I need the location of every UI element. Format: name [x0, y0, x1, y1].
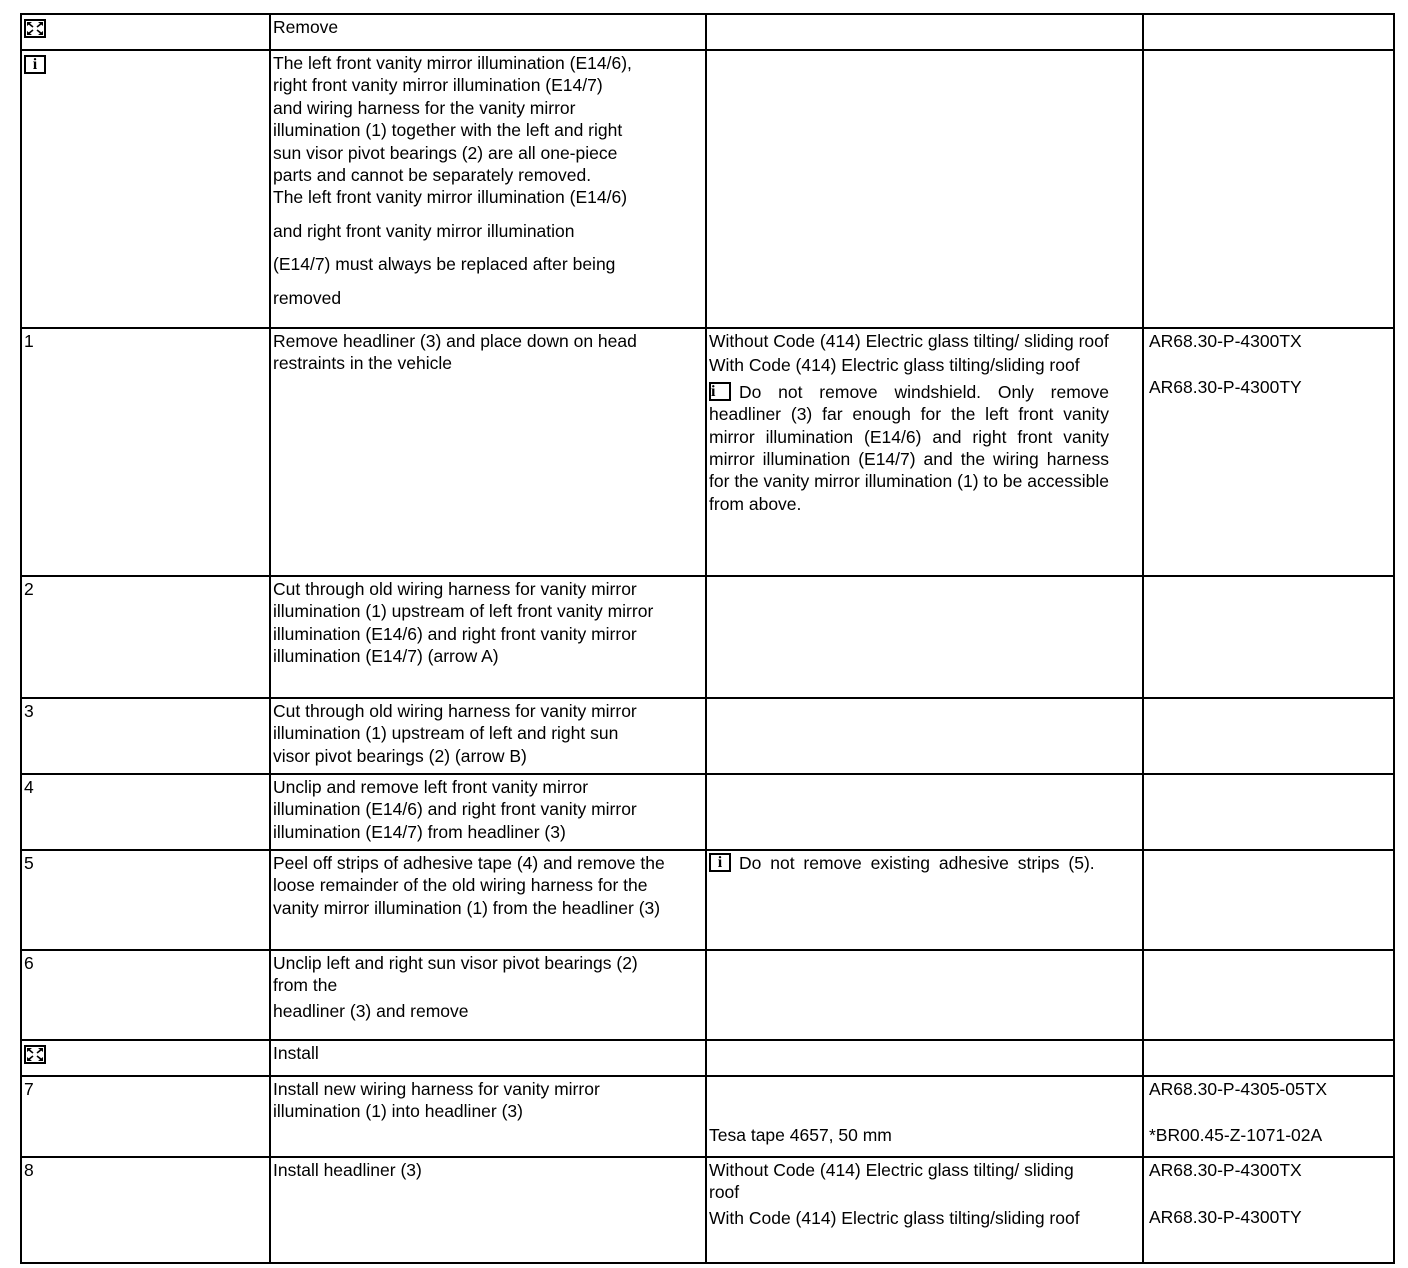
table-row-remove-header [21, 14, 1394, 50]
step-text: Cut through old wiring harness for vanity mirror illumination (1) upstream of left front vanity mirror illumination (E14/6) and right front vanity mirror illumination (E14/7) (arrow A) [270, 576, 706, 698]
install-icon-cell [21, 1040, 270, 1076]
step-number: 7 [21, 1076, 270, 1157]
info-text: The left front vanity mirror illumination (E14/6), right front vanity mirror illumination (E14/7) and wiring harness for the vanity mirror illumination (1) together with the left and right sun visor pivot bearings (2) are all one-piece parts and cannot be separately removed. The left front vanity mirror illumination (E14/6) and right front vanity mirror illumination (E14/7) must always be replaced after being removed [270, 50, 706, 328]
table-row [21, 850, 1394, 950]
step-references: AR68.30-P-4300TX AR68.30-P-4300TY [1143, 328, 1394, 576]
step-note: Do not remove windshield. Only remove headliner (3) far enough for the left front vanity mirror illumination (E14/6) and right front vanity mirror illumination (E14/7) and the wiring harness for the vanity mirror illumination (1) to be accessible from above. [709, 381, 1109, 514]
step-note: Do not remove existing adhesive strips (5). [739, 853, 1095, 873]
table-row [21, 698, 1394, 774]
step-text: Unclip left and right sun visor pivot bearings (2) from the headliner (3) and remove [270, 950, 706, 1040]
table-row-info [21, 50, 1394, 328]
step-text: Peel off strips of adhesive tape (4) and remove the loose remainder of the old wiring harness for the vanity mirror illumination (1) from the headliner (3) [270, 850, 706, 950]
step-number: 5 [21, 850, 270, 950]
step-text: Unclip and remove left front vanity mirror illumination (E14/6) and right front vanity mirror illumination (E14/7) from headliner (3) [270, 774, 706, 850]
step-references: AR68.30-P-4305-05TX *BR00.45-Z-1071-02A [1143, 1076, 1394, 1157]
table-row [21, 576, 1394, 698]
table-row [21, 950, 1394, 1040]
step-text: Install headliner (3) [270, 1157, 706, 1263]
step-number: 2 [21, 576, 270, 698]
step-number: 8 [21, 1157, 270, 1263]
step-references: AR68.30-P-4300TX AR68.30-P-4300TY [1143, 1157, 1394, 1263]
step-conditions: Without Code (414) Electric glass tilting/ sliding roof With Code (414) Electric glass tilting/sliding roof i Do not remove windshield. Only remove headliner (3) far enough for the left front vanity mirror illumination (E14/6) and right front vanity mirror illumination (E14/7) and the wiring harness for the vanity mirror illumination (1) to be accessible from above. [706, 328, 1143, 576]
step-text: Install new wiring harness for vanity mirror illumination (1) into headliner (3) [270, 1076, 706, 1157]
remove-label: Remove [270, 14, 706, 50]
procedure-table [20, 13, 1395, 1264]
table-row-install-header [21, 1040, 1394, 1076]
table-row [21, 1157, 1394, 1263]
table-row [21, 328, 1394, 576]
step-number: 4 [21, 774, 270, 850]
expand-arrows-icon [24, 1045, 46, 1064]
step-number: 6 [21, 950, 270, 1040]
table-row [21, 774, 1394, 850]
table-row [21, 1076, 1394, 1157]
info-icon: i [709, 853, 731, 872]
install-label: Install [270, 1040, 706, 1076]
expand-arrows-icon [24, 19, 46, 38]
step-material: Tesa tape 4657, 50 mm [706, 1076, 1143, 1157]
info-icon: i [709, 382, 731, 401]
step-conditions [706, 850, 1143, 950]
remove-icon-cell [21, 14, 270, 50]
step-text: Remove headliner (3) and place down on head restraints in the vehicle [270, 328, 706, 576]
info-icon: i [24, 55, 46, 74]
step-number: 1 [21, 328, 270, 576]
step-conditions: Without Code (414) Electric glass tilting/ sliding roof With Code (414) Electric glass tilting/sliding roof [706, 1157, 1143, 1263]
step-number: 3 [21, 698, 270, 774]
step-text: Cut through old wiring harness for vanity mirror illumination (1) upstream of left and right sun visor pivot bearings (2) (arrow B) [270, 698, 706, 774]
